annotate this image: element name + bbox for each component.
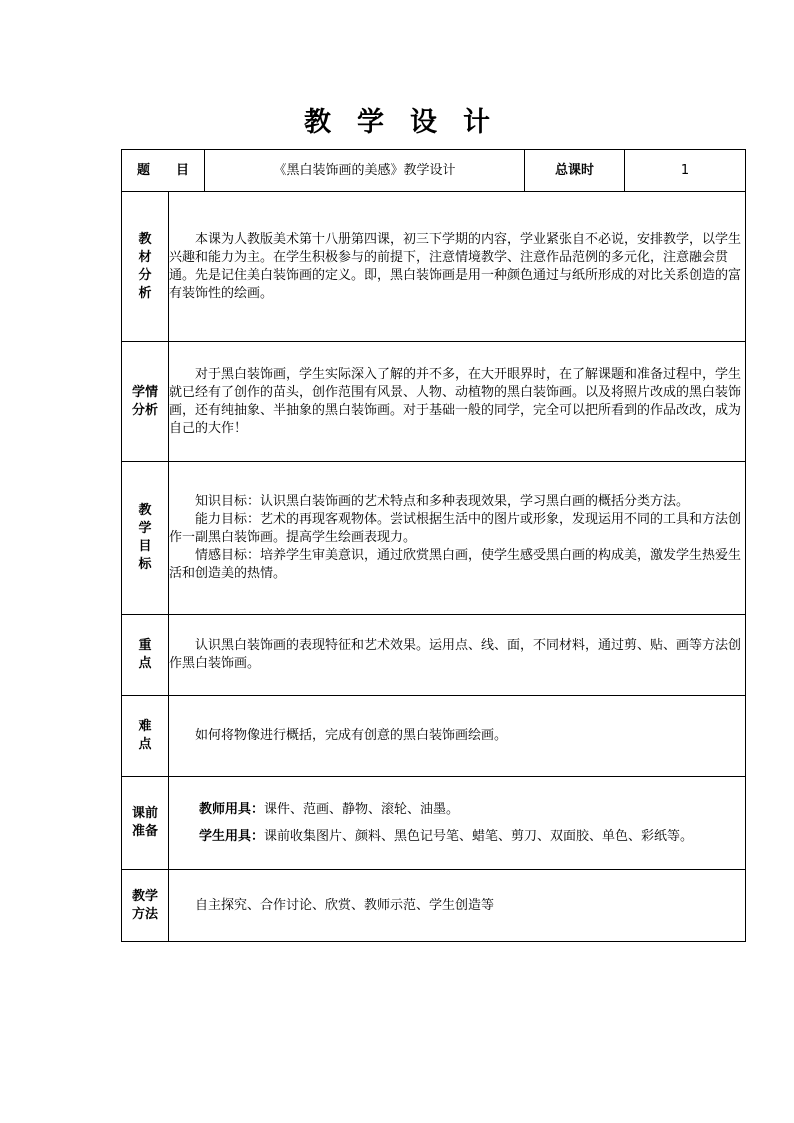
methods-label [122, 870, 169, 942]
methods-content [169, 870, 746, 942]
students-label-line: 学情 [131, 384, 158, 400]
methods-label-line: 教学 [131, 888, 158, 904]
difficulties-content [169, 696, 746, 777]
title-label-left: 题 [136, 162, 150, 178]
materials-label-line: 教 [138, 231, 152, 247]
teacher-tools-items: 课件、范画、静物、滚轮、油墨。 [264, 802, 460, 817]
preparation-content [169, 777, 746, 870]
materials-label-line: 分 [138, 267, 152, 283]
materials-label-line: 析 [138, 285, 152, 301]
title-label-right: 目 [176, 162, 190, 178]
preparation-row [122, 777, 746, 870]
key-points-row [122, 615, 746, 696]
materials-label-line: 材 [138, 249, 152, 265]
emotion-goal: 情感目标：培养学生审美意识，通过欣赏黑白画，使学生感受黑白画的构成美，激发学生热爱生活和创造美的热情。 [169, 548, 742, 581]
methods-text: 自主探究、合作讨论、欣赏、教师示范、学生创造等 [195, 897, 495, 913]
materials-row [122, 192, 746, 342]
lesson-plan-table [121, 149, 746, 942]
student-tools-items: 课前收集图片、颜料、黑色记号笔、蜡笔、剪刀、双面胶、单色、彩纸等。 [264, 829, 694, 844]
goals-label-line: 标 [138, 557, 152, 572]
methods-row [122, 870, 746, 942]
difficulties-label [122, 696, 169, 777]
difficulties-text: 如何将物像进行概括，完成有创意的黑白装饰画绘画。 [195, 728, 508, 743]
preparation-label-line: 准备 [131, 824, 158, 839]
materials-text: 本课为人教版美术第十八册第四课，初三下学期的内容，学业紧张自不必说，安排教学，以学生兴趣和能力为主。在学生积极参与的前提下，注意情境教学、注意作品范例的多元化，注意融会贯通。先是记住美白装饰画的定义。即，黑白装饰画是用一种颜色通过与纸所形成的对比关系创造的富有装饰性的绘画。 [169, 231, 742, 301]
document-title: 教学设计 [304, 107, 516, 138]
teacher-tools-label: 教师用具： [199, 802, 265, 817]
teacher-tools [169, 796, 745, 823]
course-title: 《黑白装饰画的美感》教学设计 [205, 150, 525, 192]
preparation-label [122, 777, 169, 870]
knowledge-goal: 知识目标：认识黑白装饰画的艺术特点和多种表现效果，学习黑白画的概括分类方法。 [195, 494, 690, 509]
key-points-label [122, 615, 169, 696]
key-points-text: 认识黑白装饰画的表现特征和艺术效果。运用点、线、面，不同材料，通过剪、贴、画等方法创作黑白装饰画。 [169, 638, 742, 671]
difficulties-label-line: 难 [138, 719, 152, 734]
goals-label-line: 教 [138, 503, 152, 518]
total-hours-label: 总课时 [525, 150, 625, 192]
difficulties-row [122, 696, 746, 777]
goals-label [122, 462, 169, 615]
key-points-label-line: 重 [138, 638, 152, 653]
students-row [122, 342, 746, 462]
ability-goal: 能力目标：艺术的再现客观物体。尝试根据生活中的图片或形象，发现运用不同的工具和方法创作一副黑白装饰画。提高学生绘画表现力。 [169, 512, 742, 545]
materials-label [122, 192, 169, 342]
key-points-content [169, 615, 746, 696]
title-label-cell [122, 150, 205, 192]
preparation-label-line: 课前 [131, 806, 158, 821]
total-hours-value: 1 [625, 150, 746, 192]
goals-label-line: 目 [138, 539, 152, 554]
key-points-label-line: 点 [138, 656, 152, 671]
goals-label-line: 学 [138, 521, 152, 536]
goals-content [169, 462, 746, 615]
student-tools-label: 学生用具： [199, 829, 265, 844]
title-row [122, 150, 746, 192]
students-label [122, 342, 169, 462]
difficulties-label-line: 点 [138, 737, 152, 752]
students-content [169, 342, 746, 462]
students-text: 对于黑白装饰画，学生实际深入了解的并不多，在大开眼界时，在了解课题和准备过程中，学生就已经有了创作的苗头，创作范围有风景、人物、动植物的黑白装饰画。以及将照片改成的黑白装饰画，还有纯抽象、半抽象的黑白装饰画。对于基础一般的同学，完全可以把所看到的作品改改，成为自己的大作！ [169, 366, 742, 436]
goals-row [122, 462, 746, 615]
student-tools [169, 823, 745, 850]
students-label-line: 分析 [131, 402, 158, 418]
materials-content [169, 192, 746, 342]
methods-label-line: 方法 [131, 906, 158, 922]
